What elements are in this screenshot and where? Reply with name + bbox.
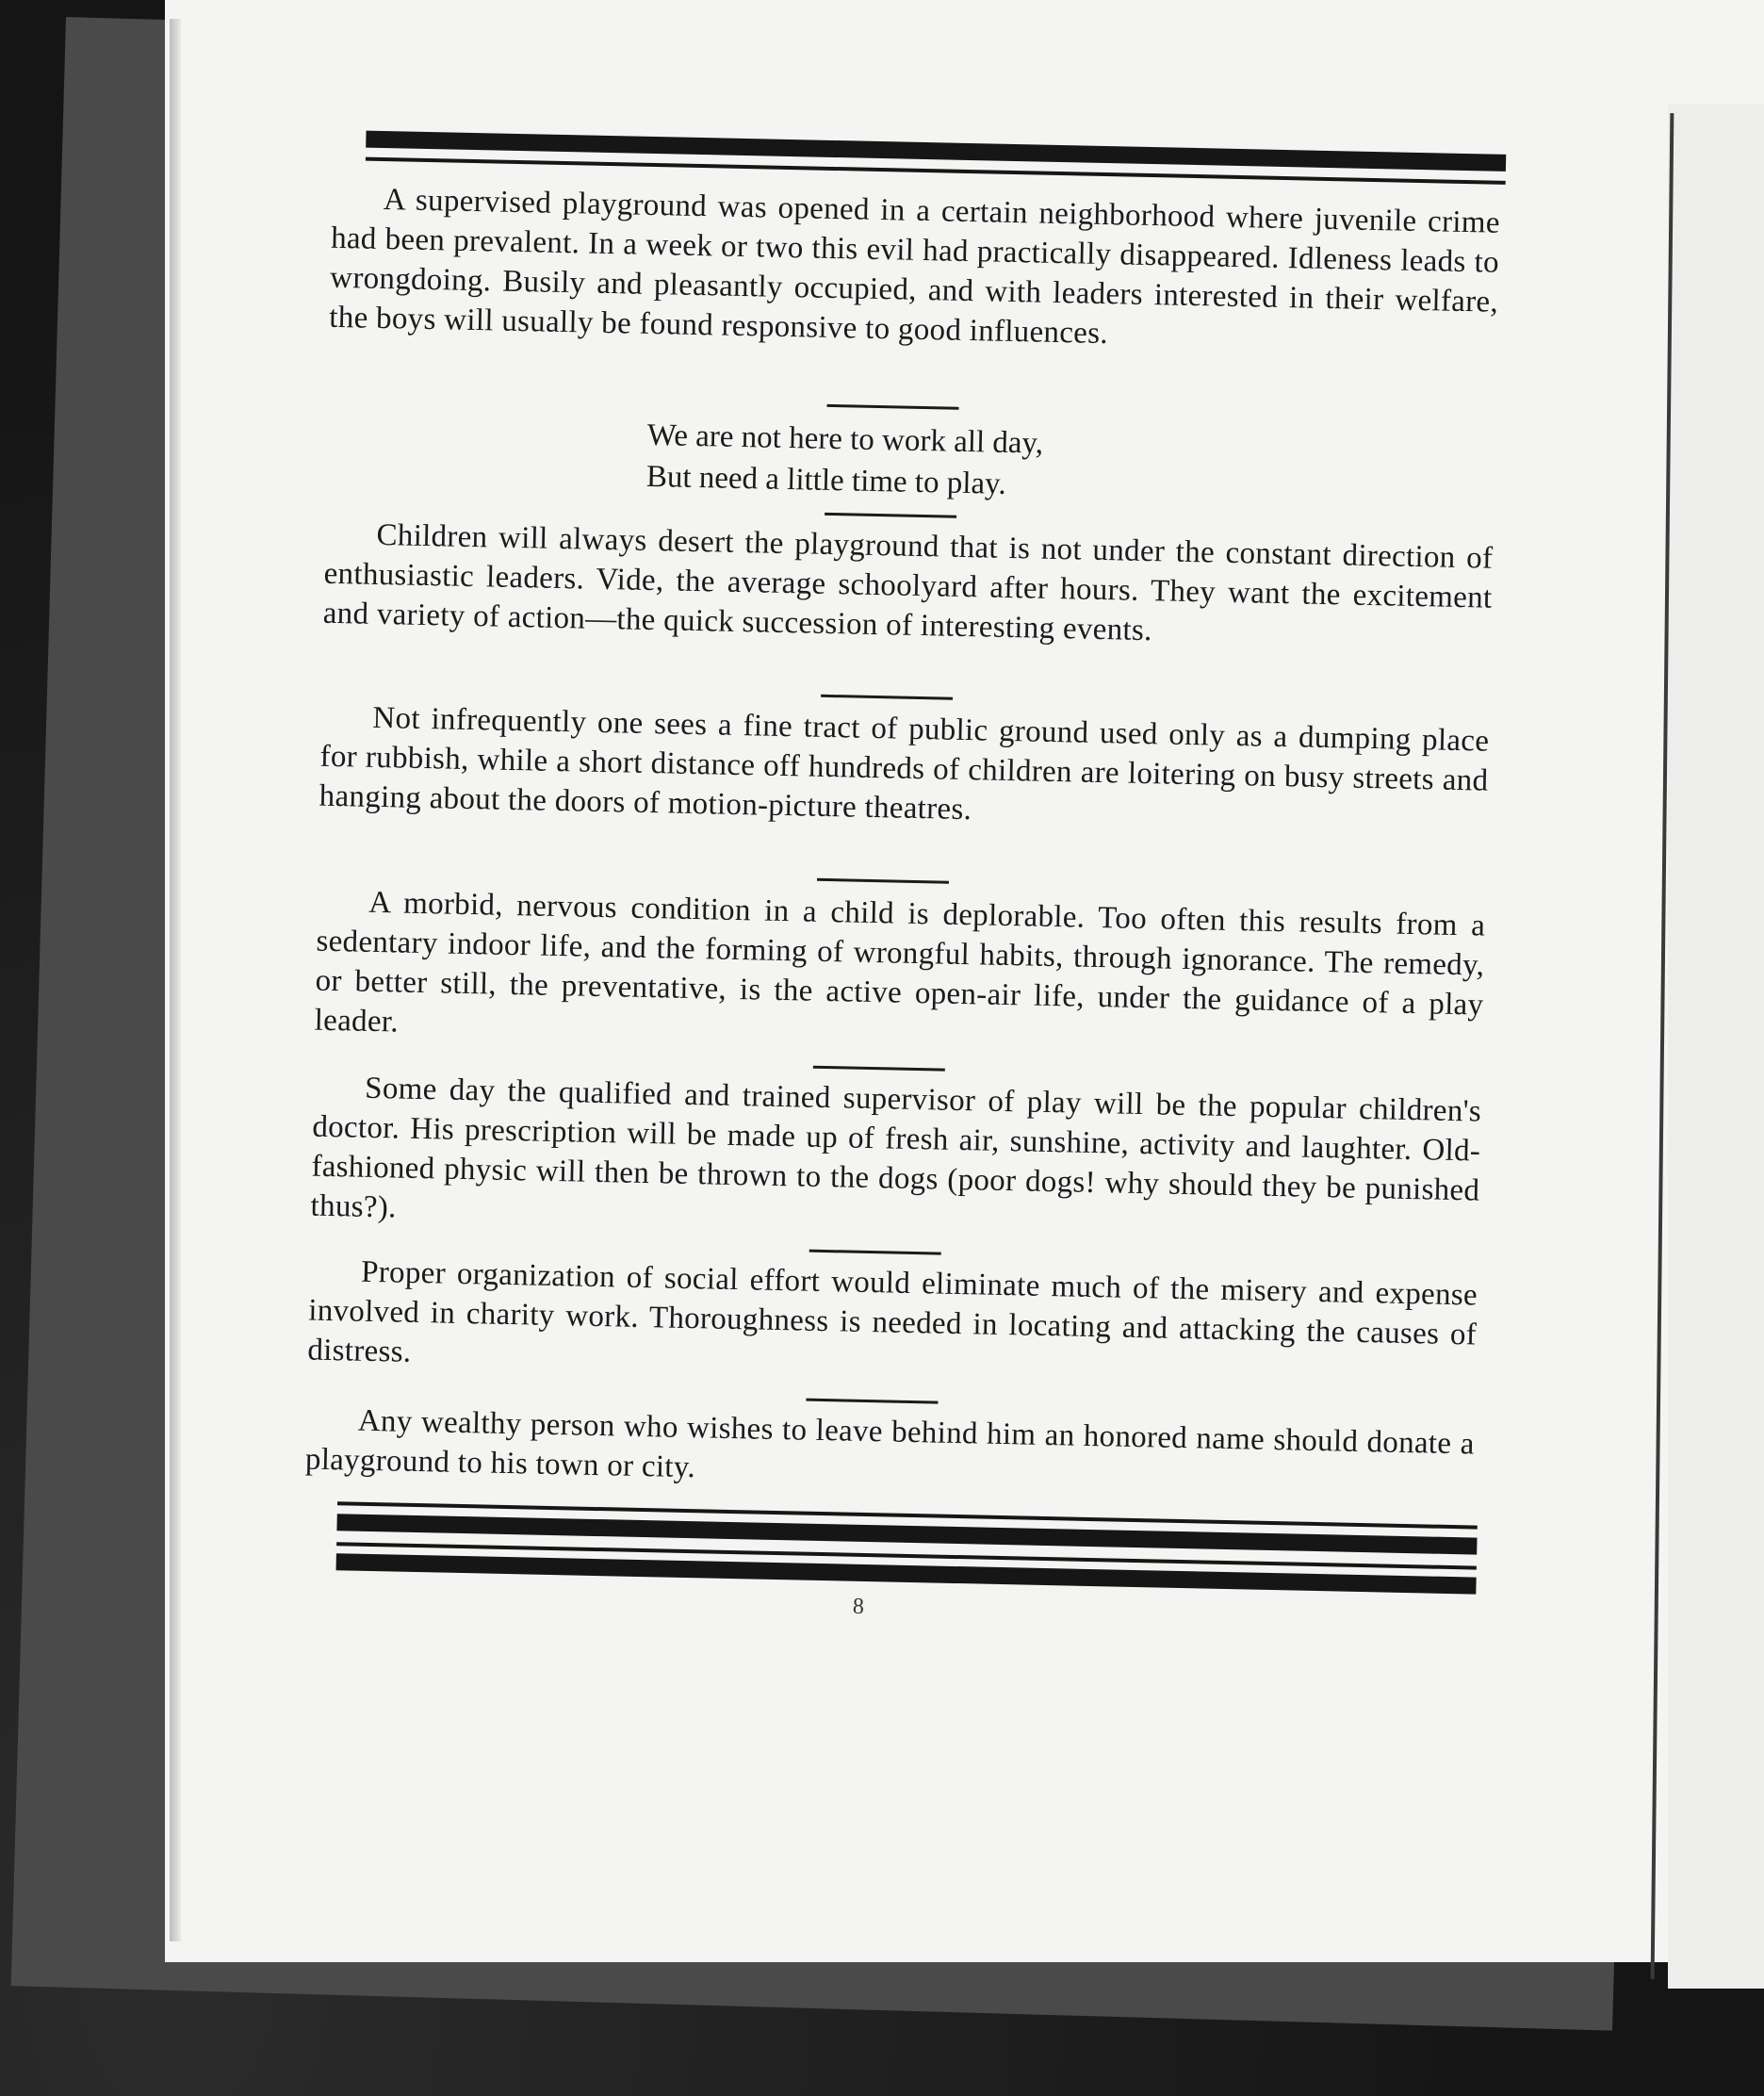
section-divider	[817, 878, 949, 884]
section-divider	[806, 1399, 938, 1404]
paragraph-enthusiastic-leaders: Children will always desert the playground that is not under the constant direction of enthusiastic leaders. Vide, the average schoolyard after hours. They want the excitement and variety of action—the quick succession of interesting events.	[322, 517, 1494, 648]
paragraph-wealthy-person: Any wealthy person who wishes to leave behind him an honored name should donate a playground to his town or city.	[304, 1403, 1475, 1485]
paragraph-social-effort: Proper organization of social effort would eliminate much of the misery and expense involved in charity work. Thoroughness is needed in locating and attacking the causes of distress.	[307, 1254, 1478, 1369]
page-number: 8	[852, 1594, 865, 1619]
adjacent-page	[1668, 104, 1764, 1989]
page-left-edge	[170, 19, 181, 1941]
section-divider	[827, 404, 959, 410]
verse-line-1: We are not here to work all day,	[646, 418, 1044, 461]
section-divider	[821, 695, 953, 700]
verse-line-2: But need a little time to play.	[645, 459, 1007, 501]
section-divider	[813, 1066, 945, 1072]
paragraph-playground-crime: A supervised playground was opened in a certain neighborhood where juvenile crime had been prevalent. In a week or two this evil had practically disappeared. Idleness leads to wrongdoing. Busily and pleasantly occupied, and with leaders interested in their welfare, the boys will usually be found responsive to good influences.	[329, 182, 1501, 352]
paragraph-public-ground: Not infrequently one sees a fine tract of public ground used only as a dumping place for rubbish, while a short distance off hundreds of children are loitering on busy streets and hanging about the doors of motion-picture theatres.	[318, 700, 1490, 827]
verse	[645, 415, 1213, 510]
paragraph-morbid-condition: A morbid, nervous condition in a child is deplorable. Too often this results from a sedentary indoor life, and the forming of wrongful habits, through ignorance. The remedy, or better still, the preventative, is the active open-air life, under the guidance of a play leader.	[314, 885, 1486, 1040]
bottom-thick-rule-2	[336, 1553, 1477, 1594]
paragraph-childrens-doctor: Some day the qualified and trained supervisor of play will be the popular children's doctor. His prescription will be made up of fresh air, sunshine, activity and laughter. Old-fashioned physic will then be thrown to the dogs (poor dogs! why should they be punished thus?).	[310, 1071, 1482, 1225]
section-divider	[825, 513, 956, 518]
section-divider	[809, 1250, 941, 1255]
page-content	[242, 120, 1502, 1823]
